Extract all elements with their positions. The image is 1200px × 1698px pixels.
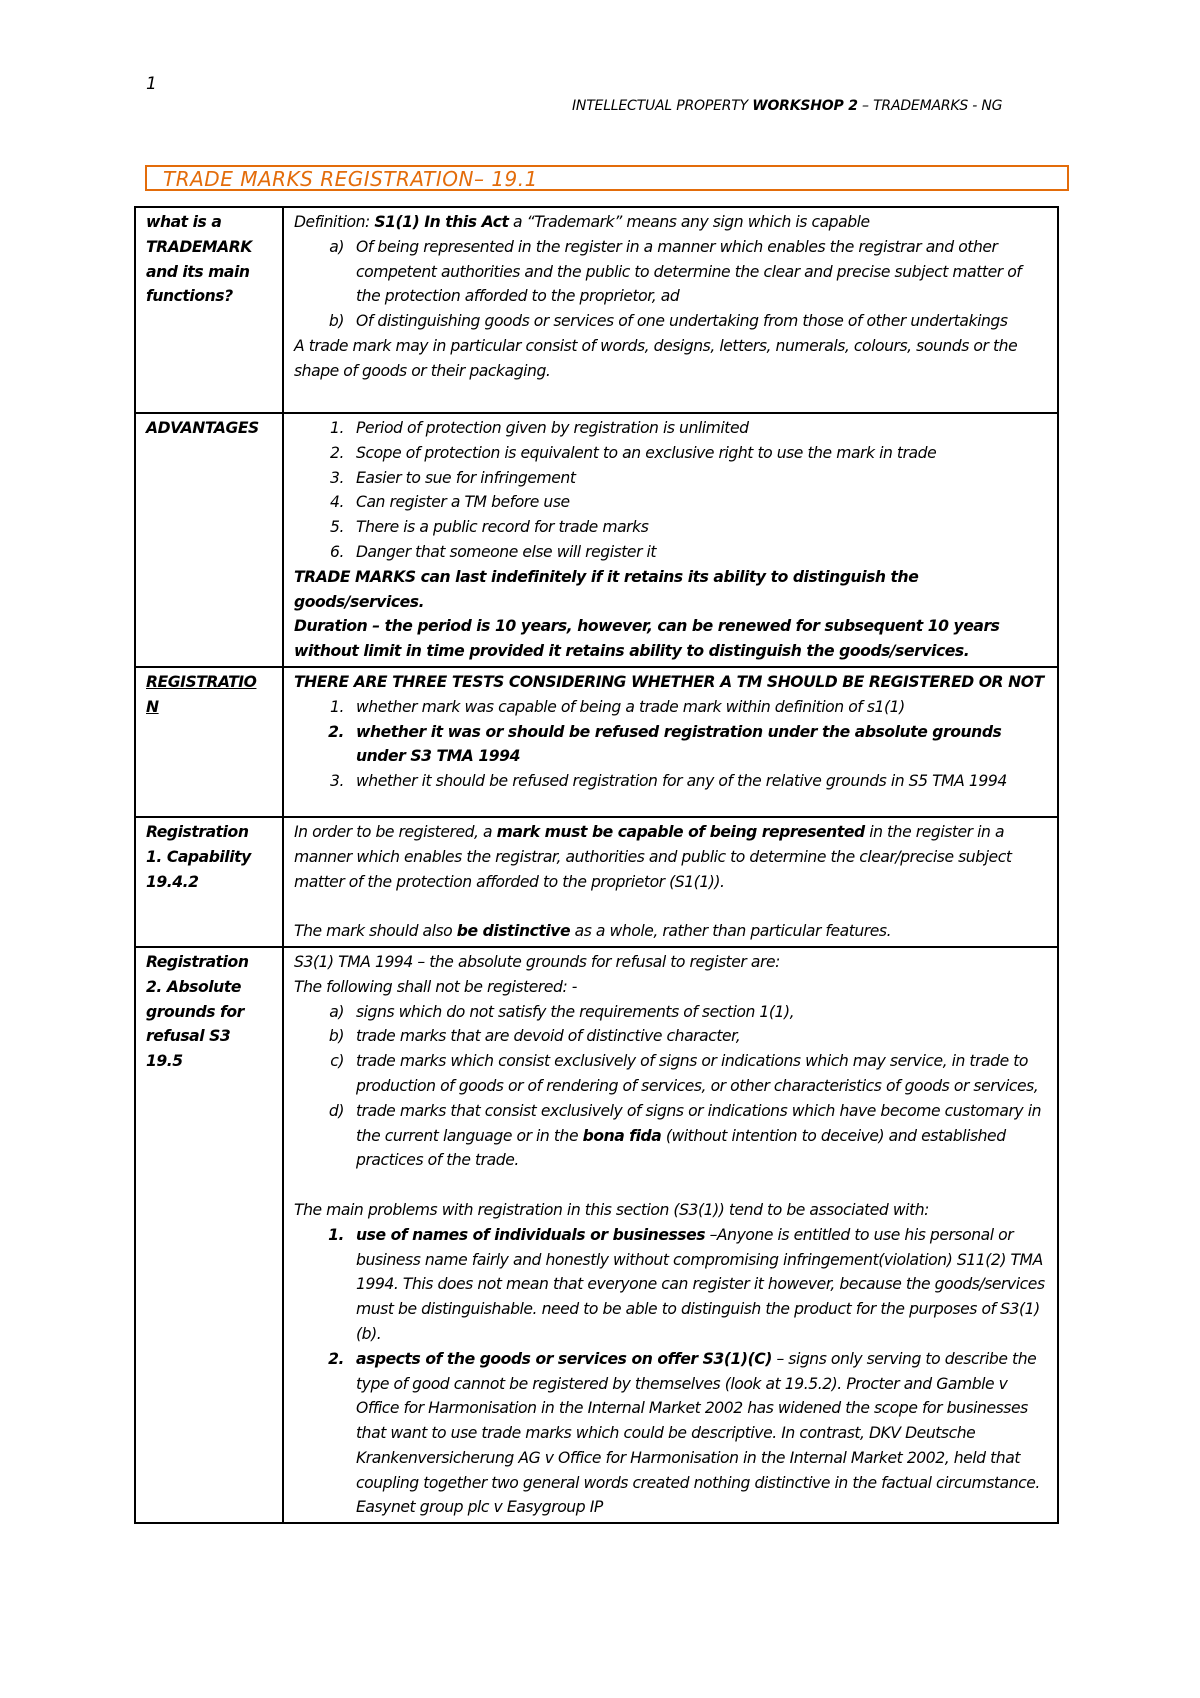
list-item: c) trade marks which consist exclusively of signs or indications which may service, in trade to production of goods or of rendering of services, or other characteristics of goods or services, bbox=[330, 1052, 1039, 1095]
table-row bbox=[135, 413, 1058, 667]
row-label: Registration 1. Capability 19.4.2 bbox=[135, 817, 283, 947]
list-item: a) signs which do not satisfy the requirements of section 1(1), bbox=[329, 1002, 795, 1021]
table-row bbox=[135, 667, 1058, 817]
page-number: 1 bbox=[146, 74, 157, 94]
list-item: d) trade marks that consist exclusively of signs or indications which have become customary in the current language or in the bona fida (without intention to deceive) and established practices of the trade. bbox=[328, 1101, 1042, 1170]
running-header: INTELLECTUAL PROPERTY WORKSHOP 2 – TRADEMARKS - NG bbox=[572, 98, 1003, 114]
section-title-box bbox=[145, 165, 1069, 191]
list-item: 2. whether it was or should be refused registration under the absolute grounds under S3 TMA 1994 bbox=[328, 722, 1002, 766]
table-row bbox=[135, 817, 1058, 947]
list-item: 6. Danger that someone else will register it bbox=[330, 542, 657, 561]
row-content: THERE ARE THREE TESTS CONSIDERING WHETHER A TM SHOULD BE REGISTERED OR NOT 1. whether mark was capable of being a trade mark within definition of s1(1) 2. whether it was or should be refused registration under the absolute grounds under S3 TMA 1994 3. whether it should be refused registration for any of the relative grounds in S5 TMA 1994 bbox=[283, 667, 1058, 817]
list-item: a) Of being represented in the register in a manner which enables the registrar and other competent authorities and the public to determine the clear and precise subject matter of the protection afforded to the proprietor, ad bbox=[329, 237, 1022, 306]
list-item: 1. Period of protection given by registration is unlimited bbox=[330, 419, 749, 437]
row-content: In order to be registered, a mark must be capable of being represented in the register in a manner which enables the registrar, authorities and public to determine the clear/precise subject matter of the protection afforded to the proprietor (S1(1)). The mark should also be distinctive as a whole, rather than particular features. bbox=[283, 817, 1058, 947]
table-row bbox=[135, 947, 1058, 1523]
row-content: S3(1) TMA 1994 – the absolute grounds for refusal to register are: The following shall not be registered: - a) signs which do not satisfy the requirements of section 1(1), b) trade marks that are devoid of distinctive character, c) trade marks which consist exclusively of signs or indications which may service, in trade to production of goods or of rendering of services, or other characteristics of goods or services, d) trade marks that consist exclusively of signs or indications which have become customary in the current language or in the bona fida (without intention to deceive) and established practices of the trade. The main problems with registration in this section (S3(1)) tend to be associated with: 1. use of names of individuals or businesses –Anyone is entitled to use his personal or business name fairly and honestly without compromising infringement(violation) S11(2) TMA 1994. This does not mean that everyone can register it however, because the goods/services must be distinguishable. need to be able to distinguish the product for the purposes of S3(1)(b). 2. aspects of the goods or services on offer S3(1)(C) – signs only serving to describe the type of good cannot be registered by themselves (look at 19.5.2). Procter and Gamble v Office for Harmonisation in the Internal Market 2002 has widened the scope for businesses that want to use trade marks which could be descriptive. In contrast, DKV Deutsche Krankenversicherung AG v Office for Harmonisation in the Internal Market 2002, held that coupling together two general words created nothing distinctive in the factual circumstance. Easynet group plc v Easygroup IP bbox=[283, 947, 1058, 1523]
list-item: 3. Easier to sue for infringement bbox=[330, 468, 576, 487]
list-item: 5. There is a public record for trade marks bbox=[330, 518, 649, 537]
row-content: 1. Period of protection given by registration is unlimited 2. Scope of protection is equivalent to an exclusive right to use the mark in trade 3. Easier to sue for infringement 4. Can register a TM before use 5. There is a public record for trade marks 6. Danger that someone else will register it TRADE MARKS can last indefinitely if it retains its ability to distinguish the goods/services. Duration – the period is 10 years, however, can be renewed for subsequent 10 years without limit in time provided it retains ability to distinguish the goods/services. bbox=[283, 413, 1058, 667]
list-item: 1. whether mark was capable of being a trade mark within definition of s1(1) bbox=[330, 697, 905, 716]
row-label: REGISTRATIO N bbox=[135, 667, 283, 817]
row-content: Definition: S1(1) In this Act a “Trademark” means any sign which is capable a) Of being represented in the register in a manner which enables the registrar and other competent authorities and the public to determine the clear and precise subject matter of the protection afforded to the proprietor, ad b) Of distinguishing goods or services of one undertaking from those of other undertakings A trade mark may in particular consist of words, designs, letters, numerals, colours, sounds or the shape of goods or their packaging. bbox=[283, 207, 1058, 413]
row-label: Registration 2. Absolute grounds for refusal S3 19.5 bbox=[135, 947, 283, 1523]
list-item: b) trade marks that are devoid of distinctive character, bbox=[328, 1027, 741, 1046]
list-item: 3. whether it should be refused registration for any of the relative grounds in S5 TMA 1994 bbox=[330, 772, 1007, 791]
notes-table bbox=[134, 206, 1059, 1524]
table-row bbox=[135, 207, 1058, 413]
section-title: TRADE MARKS REGISTRATION– 19.1 bbox=[163, 167, 538, 191]
list-item: b) Of distinguishing goods or services of one undertaking from those of other undertakings bbox=[328, 312, 1008, 331]
list-item: 2. Scope of protection is equivalent to an exclusive right to use the mark in trade bbox=[330, 443, 937, 462]
list-item: 2. aspects of the goods or services on offer S3(1)(C) – signs only serving to describe the type of good cannot be registered by themselves (look at 19.5.2). Procter and Gamble v Office for Harmonisation in the Internal Market 2002 has widened the scope for businesses that want to use trade marks which could be descriptive. In contrast, DKV Deutsche Krankenversicherung AG v Office for Harmonisation in the Internal Market 2002, held that coupling together two general words created nothing distinctive in the factual circumstance. Easynet group plc v Easygroup IP bbox=[328, 1349, 1040, 1517]
list-item: 4. Can register a TM before use bbox=[330, 493, 570, 512]
list-item: 1. use of names of individuals or businesses –Anyone is entitled to use his personal or business name fairly and honestly without compromising infringement(violation) S11(2) TMA 1994. This does not mean that everyone can register it however, because the goods/services must be distinguishable. need to be able to distinguish the product for the purposes of S3(1)(b). bbox=[328, 1225, 1045, 1343]
row-label: what is a TRADEMARK and its main functions? bbox=[135, 207, 283, 413]
row-label: ADVANTAGES bbox=[135, 413, 283, 667]
